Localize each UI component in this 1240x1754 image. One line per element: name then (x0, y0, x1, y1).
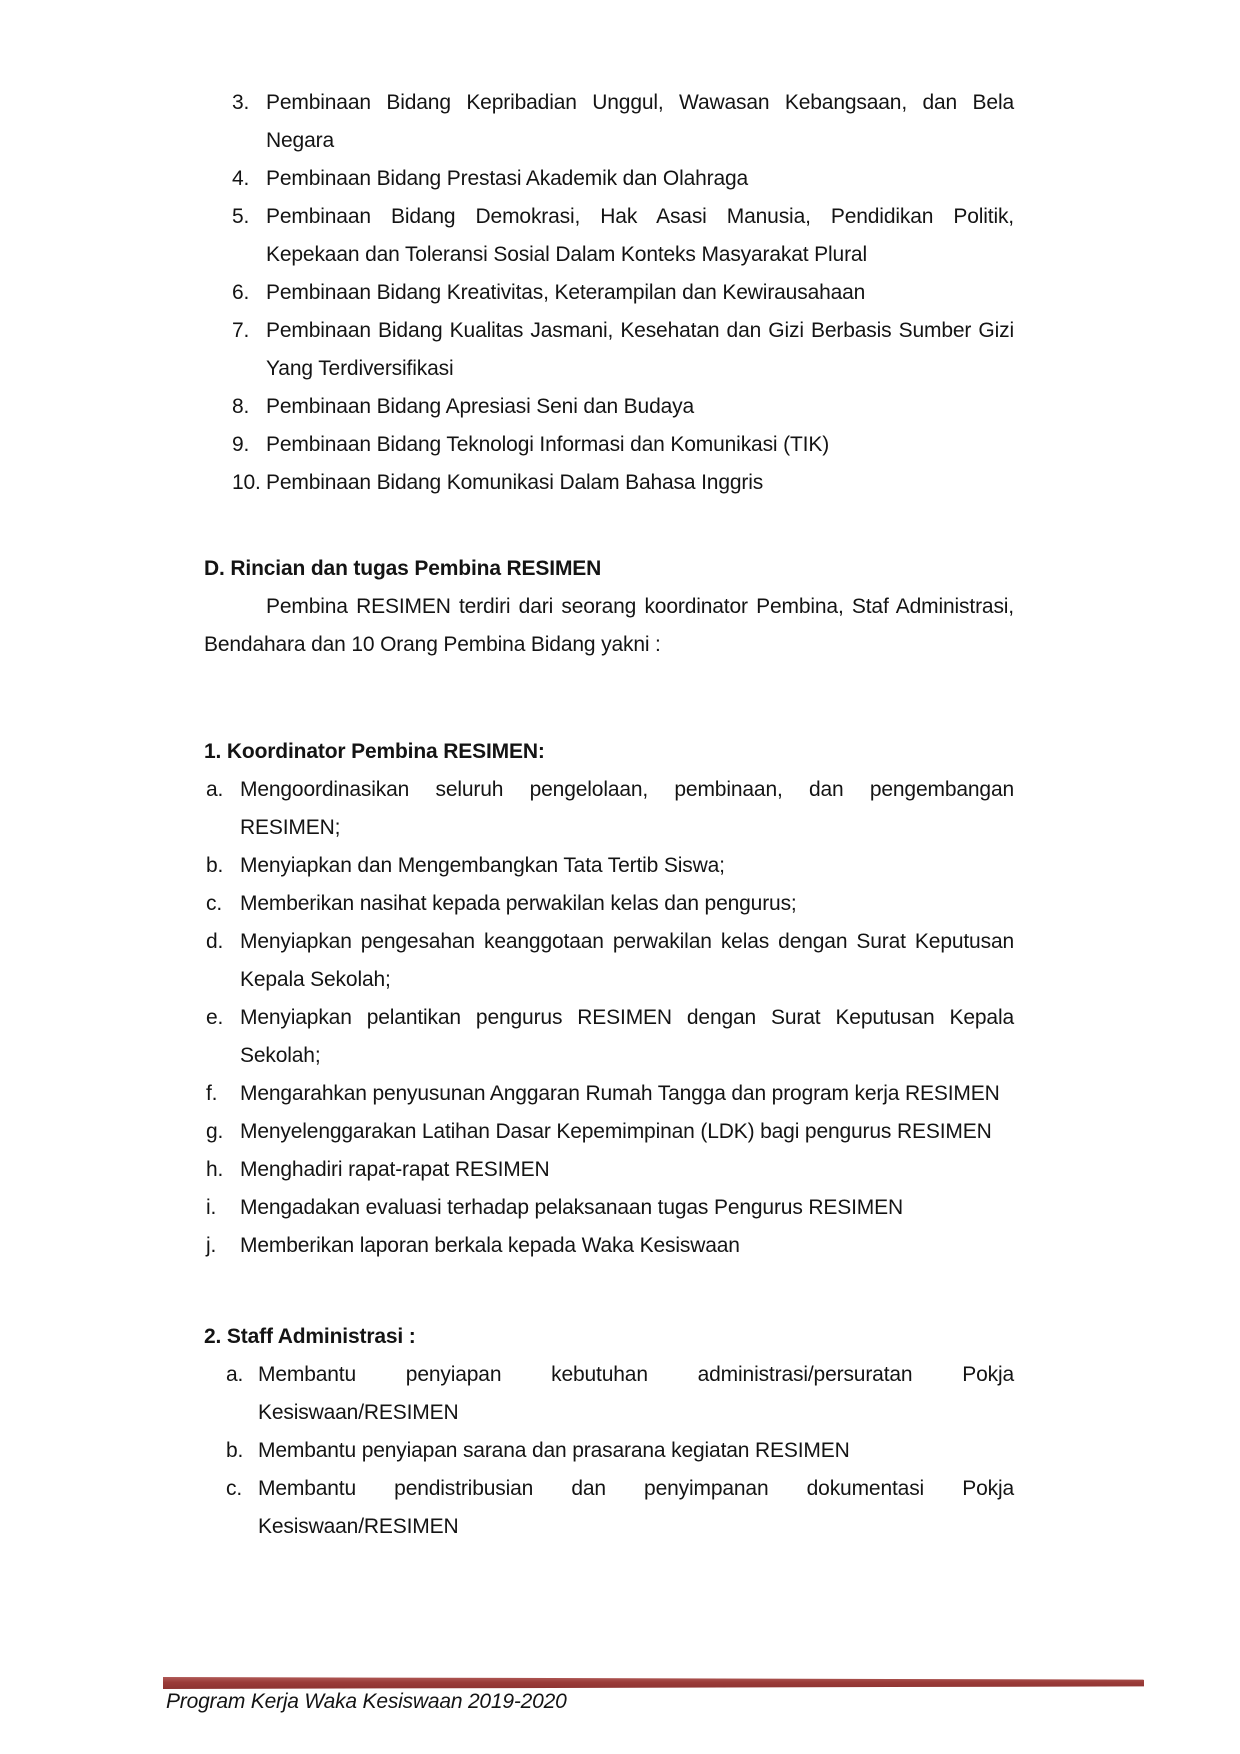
list-item (226, 1356, 1014, 1432)
list-item-line: Menyelenggarakan Latihan Dasar Kepemimpinan (LDK) bagi pengurus RESIMEN (240, 1120, 992, 1143)
list-item (232, 312, 1014, 388)
list-item-line: Mengarahkan penyusunan Anggaran Rumah Tangga dan program kerja RESIMEN (240, 1082, 1000, 1105)
list-item-line: Kesiswaan/RESIMEN (258, 1401, 459, 1424)
list-item (206, 1075, 1014, 1113)
list-marker: b. (206, 854, 224, 877)
list-item (232, 198, 1014, 274)
koordinator-task-list (206, 771, 1014, 1265)
list-item-line: Mengadakan evaluasi terhadap pelaksanaan tugas Pengurus RESIMEN (240, 1196, 903, 1219)
list-marker: g. (206, 1120, 224, 1143)
list-marker: c. (226, 1477, 243, 1500)
list-item-line: Memberikan laporan berkala kepada Waka Kesiswaan (240, 1234, 740, 1257)
footer-text: Program Kerja Waka Kesiswaan 2019-2020 (166, 1690, 567, 1713)
list-item-line: Menyiapkan pengesahan keanggotaan perwakilan kelas dengan Surat Keputusan (240, 930, 1014, 953)
list-item (232, 426, 1014, 464)
section-d-paragraph (204, 588, 1014, 664)
list-item (232, 388, 1014, 426)
list-item-line: Pembinaan Bidang Apresiasi Seni dan Budaya (266, 395, 695, 418)
list-marker: i. (206, 1196, 217, 1219)
list-marker: 8. (232, 395, 250, 418)
list-marker: c. (206, 892, 223, 915)
list-marker: 9. (232, 433, 250, 456)
list-marker: b. (226, 1439, 244, 1462)
list-marker: a. (206, 778, 224, 801)
list-marker: 7. (232, 319, 250, 342)
list-item-line: Pembinaan Bidang Kualitas Jasmani, Kesehatan dan Gizi Berbasis Sumber Gizi (266, 319, 1014, 342)
list-item (206, 885, 1014, 923)
list-item (232, 160, 1014, 198)
list-item (232, 84, 1014, 160)
subsection-1-heading: 1. Koordinator Pembina RESIMEN: (204, 740, 545, 763)
list-item (206, 847, 1014, 885)
list-marker: 3. (232, 91, 250, 114)
list-item-line: Menyiapkan pelantikan pengurus RESIMEN dengan Surat Keputusan Kepala (240, 1006, 1014, 1029)
list-item (226, 1432, 1014, 1470)
list-item-line: Pembinaan Bidang Teknologi Informasi dan Komunikasi (TIK) (266, 433, 830, 456)
list-marker: h. (206, 1158, 224, 1181)
list-item-line: Menghadiri rapat-rapat RESIMEN (240, 1158, 550, 1181)
main-content (204, 84, 1014, 1546)
list-item-line: Membantu pendistribusian dan penyimpanan dokumentasi Pokja (258, 1477, 1014, 1500)
list-item (232, 464, 1014, 502)
list-marker: d. (206, 930, 224, 953)
list-item (232, 274, 1014, 312)
list-item (206, 771, 1014, 847)
list-item-line: Pembinaan Bidang Komunikasi Dalam Bahasa Inggris (266, 471, 764, 494)
list-item-line: Sekolah; (240, 1044, 321, 1067)
list-item-line: Pembinaan Bidang Kreativitas, Keterampilan dan Kewirausahaan (266, 281, 866, 304)
numbered-list (232, 84, 1014, 502)
paragraph-line: Pembina RESIMEN terdiri dari seorang koordinator Pembina, Staf Administrasi, (266, 595, 1014, 618)
list-marker: f. (206, 1082, 218, 1105)
list-item-line: Pembinaan Bidang Demokrasi, Hak Asasi Manusia, Pendidikan Politik, (266, 205, 1014, 228)
staff-administrasi-task-list (226, 1356, 1014, 1546)
section-d-heading: D. Rincian dan tugas Pembina RESIMEN (204, 557, 602, 580)
list-marker: 4. (232, 167, 250, 190)
list-item-line: RESIMEN; (240, 816, 341, 839)
list-item-line: Mengoordinasikan seluruh pengelolaan, pembinaan, dan pengembangan (240, 778, 1014, 801)
list-item-line: Membantu penyiapan sarana dan prasarana kegiatan RESIMEN (258, 1439, 850, 1462)
list-item (206, 999, 1014, 1075)
list-marker: e. (206, 1006, 224, 1029)
list-item-line: Pembinaan Bidang Kepribadian Unggul, Wawasan Kebangsaan, dan Bela (266, 91, 1014, 114)
list-item-line: Memberikan nasihat kepada perwakilan kelas dan pengurus; (240, 892, 797, 915)
list-item-line: Kepala Sekolah; (240, 968, 391, 991)
subsection-2-heading: 2. Staff Administrasi : (204, 1325, 416, 1348)
list-marker: 5. (232, 205, 250, 228)
list-item (206, 1151, 1014, 1189)
list-item-line: Menyiapkan dan Mengembangkan Tata Tertib Siswa; (240, 854, 725, 877)
list-item (206, 923, 1014, 999)
list-item (206, 1113, 1014, 1151)
list-item-line: Kepekaan dan Toleransi Sosial Dalam Konteks Masyarakat Plural (266, 243, 867, 266)
list-marker: a. (226, 1363, 244, 1386)
paragraph-line: Bendahara dan 10 Orang Pembina Bidang yakni : (204, 633, 661, 656)
list-item-line: Yang Terdiversifikasi (266, 357, 454, 380)
list-item-line: Pembinaan Bidang Prestasi Akademik dan Olahraga (266, 167, 749, 190)
list-item-line: Membantu penyiapan kebutuhan administrasi/persuratan Pokja (258, 1363, 1014, 1386)
list-item (206, 1227, 1014, 1265)
list-item-line: Negara (266, 129, 334, 152)
list-marker: 6. (232, 281, 250, 304)
footer-rule (163, 1677, 1144, 1689)
list-marker: j. (206, 1234, 217, 1257)
list-item-line: Kesiswaan/RESIMEN (258, 1515, 459, 1538)
list-item (226, 1470, 1014, 1546)
list-item (206, 1189, 1014, 1227)
list-marker: 10. (232, 471, 261, 494)
